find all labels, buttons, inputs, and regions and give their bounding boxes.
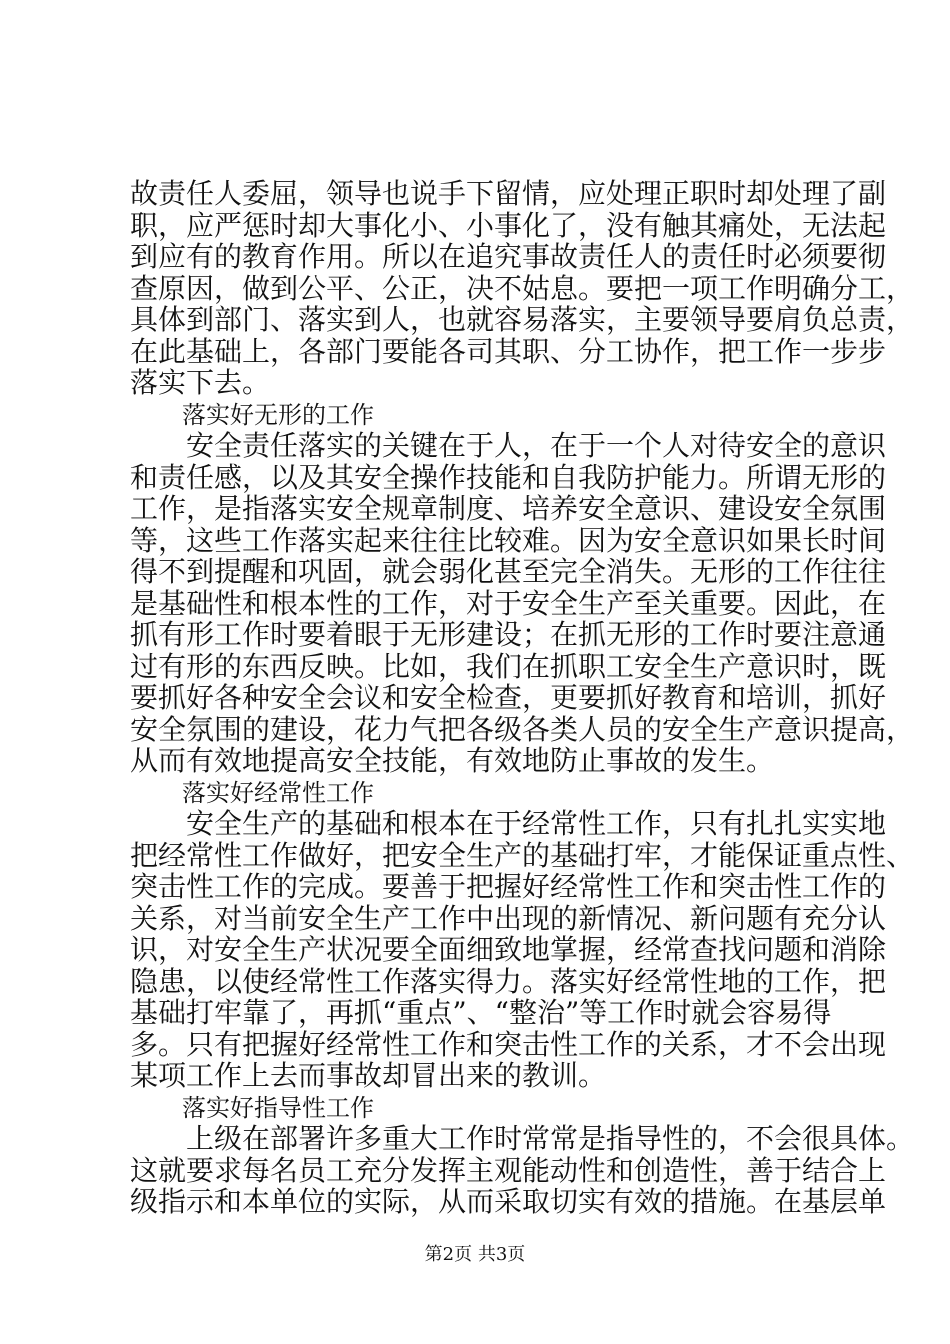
paragraph-line: 得不到提醒和巩固，就会弱化甚至完全消失。无形的工作往往 — [130, 555, 887, 588]
paragraph-line: 要抓好各种安全会议和安全检查，更要抓好教育和培训，抓好 — [130, 681, 887, 714]
paragraph-line: 抓有形工作时要着眼于无形建设；在抓无形的工作时要注意通 — [130, 618, 887, 651]
paragraph-line: 基础打牢靠了，再抓“重点”、“整治”等工作时就会容易得 — [130, 996, 832, 1029]
paragraph-line: 故责任人委屈，领导也说手下留情，应处理正职时却处理了副 — [130, 177, 887, 210]
paragraph-line: 查原因，做到公平、公正，决不姑息。要把一项工作明确分工， — [130, 271, 915, 305]
paragraph-line: 过有形的东西反映。比如，我们在抓职工安全生产意识时，既 — [130, 649, 887, 683]
section-heading: 落实好指导性工作 — [182, 1093, 374, 1122]
paragraph-line: 多。只有把握好经常性工作和突击性工作的关系，才不会出现 — [130, 1027, 887, 1061]
paragraph-line: 识，对安全生产状况要全面细致地掌握，经常查找问题和消除 — [130, 933, 887, 966]
paragraph-line: 到应有的教育作用。所以在追究事故责任人的责任时必须要彻 — [130, 240, 887, 273]
section-heading: 落实好无形的工作 — [182, 400, 374, 429]
paragraph-line: 是基础性和根本性的工作，对于安全生产至关重要。因此，在 — [130, 586, 887, 620]
paragraph-line: 在此基础上，各部门要能各司其职、分工协作，把工作一步步 — [130, 334, 887, 368]
paragraph-line: 隐患，以使经常性工作落实得力。落实好经常性地的工作，把 — [130, 964, 887, 998]
paragraph-line: 落实下去。 — [130, 366, 271, 399]
paragraph-line: 安全生产的基础和根本在于经常性工作，只有扎扎实实地 — [130, 807, 887, 840]
paragraph-line: 某项工作上去而事故却冒出来的教训。 — [130, 1059, 607, 1092]
paragraph-line: 安全氛围的建设，花力气把各级各类人员的安全生产意识提高， — [130, 712, 915, 746]
paragraph-line: 等，这些工作落实起来往往比较难。因为安全意识如果长时间 — [130, 523, 887, 557]
paragraph-line: 和责任感，以及其安全操作技能和自我防护能力。所谓无形的 — [130, 460, 887, 494]
paragraph-line: 关系，对当前安全生产工作中出现的新情况、新问题有充分认 — [130, 901, 887, 935]
paragraph-line: 安全责任落实的关键在于人，在于一个人对待安全的意识 — [130, 429, 887, 462]
paragraph-line: 级指示和本单位的实际，从而采取切实有效的措施。在基层单 — [130, 1185, 887, 1218]
page-footer: 第2页 共3页 — [424, 1244, 526, 1265]
paragraph-line: 工作，是指落实安全规章制度、培养安全意识、建设安全氛围 — [130, 492, 887, 525]
section-heading: 落实好经常性工作 — [182, 778, 374, 807]
paragraph-line: 具体到部门、落实到人，也就容易落实，主要领导要肩负总责， — [130, 303, 915, 336]
paragraph-line: 突击性工作的完成。要善于把握好经常性工作和突击性工作的 — [130, 870, 887, 903]
paragraph-line: 职，应严惩时却大事化小、小事化了，没有触其痛处，无法起 — [130, 208, 887, 242]
paragraph-line: 把经常性工作做好，把安全生产的基础打牢，才能保证重点性、 — [130, 838, 915, 872]
paragraph-line: 上级在部署许多重大工作时常常是指导性的，不会很具体。 — [130, 1122, 915, 1155]
paragraph-line: 从而有效地提高安全技能，有效地防止事故的发生。 — [130, 744, 775, 777]
paragraph-line: 这就要求每名员工充分发挥主观能动性和创造性，善于结合上 — [130, 1153, 887, 1187]
